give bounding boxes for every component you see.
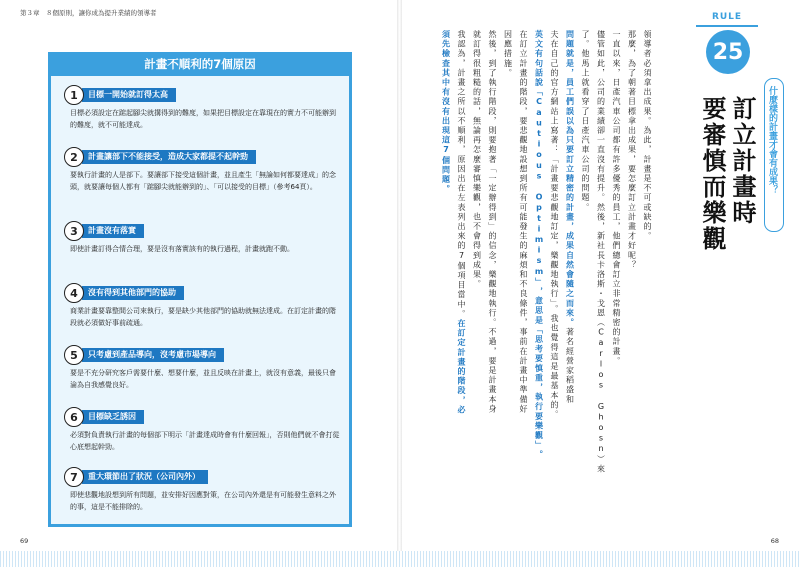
reason-text: 目標必須設定在踮起腳尖就搆得到的難度，如果把目標設定在靠現在的實力不可能辦到的難度，就不可能達成。: [70, 109, 336, 129]
body-column: [500, 30, 516, 490]
body-column: [516, 30, 532, 490]
reason-title: 目標缺乏誘因: [82, 410, 144, 424]
title-line-2: 要審慎而樂觀: [698, 96, 726, 252]
body-segment: 一直以來，日產汽車公司都有許多優秀的員工，他們總會訂立非常精密的計畫。: [612, 30, 621, 366]
body-segment: 儘管如此，公司的業績卻一直沒有提升。然後，新社長卡洛斯・戈恩（Carlos Ghosn）來: [596, 30, 606, 474]
reason-text: 要執行計畫的人是部下。要讓部下接受這個計畫，並且產生「無論如何都要達成」的念頭，就要讓每個人都有「踮腳尖就能辦到的」、「可以接受的目標」（參考64頁）。: [70, 171, 336, 191]
body-segment: 在訂立計畫的階段，要悲觀地設想到所有可能發生的麻煩和不良條件，事前在計畫中準備好: [519, 30, 528, 414]
reason-text: 商業計畫要靠整間公司來執行，要是缺少其他部門的協助就無法達成。在訂定計畫的階段就必須做好事前疏通。: [70, 307, 336, 327]
rule-label: RULE: [711, 12, 743, 22]
page-number-left: 69: [20, 537, 29, 545]
reason-item: [64, 468, 342, 513]
side-tab-text: 什麼樣的計畫才會有成果？: [767, 86, 777, 194]
reason-item: [64, 222, 342, 255]
number-badge: 4: [64, 283, 84, 303]
highlighted-text: 英文有句話說「Cautious Optimism」，意思是「思考要慎重，執行要樂觀」。: [534, 30, 544, 460]
body-column: [640, 30, 656, 490]
body-column: [469, 30, 485, 490]
body-column: [531, 30, 547, 490]
bottom-pattern: [0, 551, 799, 567]
body-column: [454, 30, 470, 490]
book-spine: [397, 0, 402, 567]
page-number-right: 68: [770, 537, 779, 545]
body-column: [593, 30, 609, 490]
body-column: [624, 30, 640, 490]
reason-title: 只考慮到產品導向，沒考慮市場導向: [82, 348, 224, 362]
number-badge: 7: [64, 467, 84, 487]
body-column: [438, 30, 454, 490]
reason-item: [64, 86, 342, 131]
body-segment: 夫在自己的官方網站上寫著：「計畫要悲觀地訂定，樂觀地執行」。我也覺得這是最基本的。: [550, 30, 559, 420]
reason-title: 計畫沒有落實: [82, 224, 144, 238]
rule-divider: [696, 25, 758, 27]
number-badge: 6: [64, 407, 84, 427]
body-column: [562, 30, 578, 490]
body-segment: 然後，到了執行階段，則要抱著「一定辦得到」的信念，樂觀地執行。不過，要是計畫本身: [488, 30, 497, 414]
body-segment: 因應措施。: [503, 30, 513, 78]
page-title: [697, 96, 757, 252]
body-column: [609, 30, 625, 490]
highlighted-text: 在訂定計畫的階段，必: [457, 319, 466, 415]
highlighted-text: 須先檢查其中有沒有出現這7個問題。: [441, 30, 451, 195]
rule-number-badge: 25: [706, 30, 750, 74]
reason-text: 要是不充分研究客戶需要什麼、想要什麼，並且反映在計畫上，就沒有意義，最後只會淪為自我感覺良好。: [70, 369, 336, 389]
number-badge: 5: [64, 345, 84, 365]
reason-item: [64, 284, 342, 329]
reason-text: 即使悲觀地設想到所有問題，並安排好因應對策，在公司內外還是有可能發生意料之外的事，這是不能排除的。: [70, 491, 336, 511]
reason-item: [64, 346, 342, 391]
panel-title: 計畫不順利的7個原因: [48, 52, 352, 76]
reason-title: 重大環節出了狀況（公司內外）: [82, 470, 208, 484]
title-line-1: 訂立計畫時: [728, 96, 756, 226]
number-badge: 1: [64, 85, 84, 105]
body-segment: 我認為，計畫之所以不順利，原因出在左表列出來的7個項目當中。: [457, 30, 466, 319]
reason-title: 目標一開始就訂得太高: [82, 88, 176, 102]
body-column: [578, 30, 594, 490]
reason-item: [64, 148, 342, 193]
reason-text: 必須對負責執行計畫的每個部下明示「計畫達成時會有什麼回報」，否則他們就不會打從心底想起幹勁。: [70, 431, 340, 451]
number-badge: 2: [64, 147, 84, 167]
chapter-header: 第３章 ８個原則，讓你成為提升業績的領導者: [20, 9, 157, 17]
reason-item: [64, 408, 342, 453]
body-segment: 了。他馬上就看穿了日產汽車公司的問題。: [581, 30, 590, 213]
body-column: [485, 30, 501, 490]
number-badge: 3: [64, 221, 84, 241]
reason-text: 即使計畫訂得合情合理，要是沒有落實該有的執行過程，計畫就跑不動。: [70, 245, 294, 253]
body-segment: 就訂得很粗糙的話，無論再怎麼審慎樂觀，也不會得到成果。: [472, 30, 482, 290]
reason-title: 沒有得到其他部門的協助: [82, 286, 184, 300]
reason-title: 計畫讓部下不能接受，造成大家都提不起幹勁: [82, 150, 256, 164]
highlighted-text: 問題就是，員工們誤以為只要訂立精密的計畫，成果自然會隨之而來。: [565, 30, 575, 328]
body-segment: 領導者必須拿出成果。為此，計畫是不可或缺的。: [643, 30, 652, 242]
body-text: [438, 30, 655, 490]
body-segment: 那麼，為了朝著目標拿出成果，要怎麼訂立計畫才好呢？: [627, 30, 637, 270]
body-column: [547, 30, 563, 490]
body-segment: 著名經營家稻盛和: [565, 327, 575, 405]
